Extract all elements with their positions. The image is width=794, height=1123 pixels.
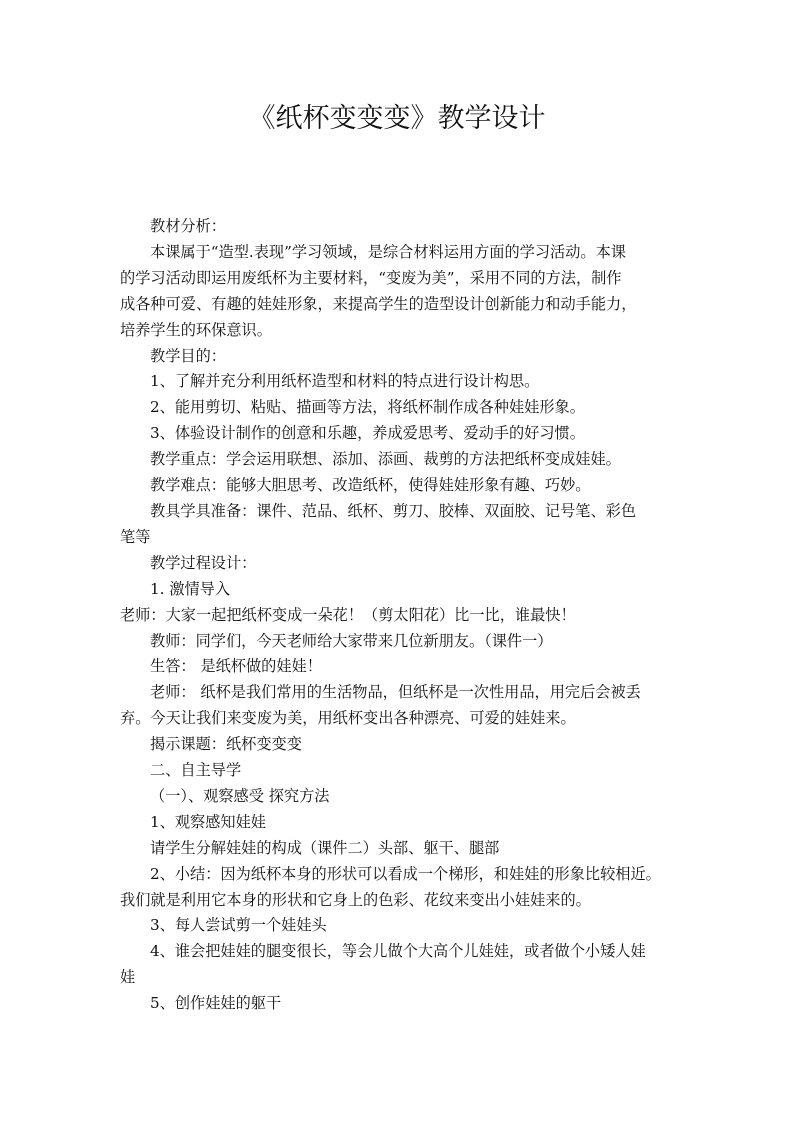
- paragraph-line: 1、观察感知娃娃: [150, 812, 266, 831]
- paragraph-line: （一）、观察感受 探究方法: [150, 786, 330, 805]
- paragraph-line: 我们就是利用它本身的形状和它身上的色彩、花纹来变出小娃娃来的。: [120, 890, 591, 909]
- paragraph-line: 教学重点：学会运用联想、添加、添画、裁剪的方法把纸杯变成娃娃。: [150, 450, 621, 469]
- paragraph-line: 教学目的：: [150, 346, 226, 365]
- paragraph-line: 的学习活动即运用废纸杯为主要材料，“变废为美”，采用不同的方法，制作: [120, 268, 622, 287]
- paragraph-line: 笔等: [120, 527, 151, 546]
- paragraph-line: 生答： 是纸杯做的娃娃！: [150, 657, 322, 676]
- paragraph-line: 5、创作娃娃的躯干: [150, 994, 282, 1013]
- paragraph-line: 教材分析：: [150, 217, 226, 235]
- paragraph-line: 培养学生的环保意识。: [120, 320, 272, 339]
- paragraph-line: 2、能用剪切、粘贴、描画等方法，将纸杯制作成各种娃娃形象。: [150, 398, 585, 417]
- paragraph-line: 成各种可爱、有趣的娃娃形象，来提高学生的造型设计创新能力和动手能力，: [120, 294, 637, 313]
- paragraph-line: 1、了解并充分利用纸杯造型和材料的特点进行设计构思。: [150, 372, 540, 391]
- paragraph-line: 老师： 纸杯是我们常用的生活物品，但纸杯是一次性用品，用完后会被丢: [150, 683, 641, 702]
- paragraph-line: 弃。今天让我们来变废为美，用纸杯变出各种漂亮、可爱的娃娃来。: [120, 709, 576, 728]
- paragraph-line: 教具学具准备：课件、范品、纸杯、剪刀、胶棒、双面胶、记号笔、彩色: [150, 501, 636, 520]
- paragraph-line: 3、每人尝试剪一个娃娃头: [150, 916, 327, 935]
- paragraph-line: 本课属于“造型.表现”学习领域，是综合材料运用方面的学习活动。本课: [150, 242, 626, 261]
- paragraph-line: 1. 激情导入: [150, 579, 231, 598]
- paragraph-line: 2、小结：因为纸杯本身的形状可以看成一个梯形，和娃娃的形象比较相近。: [150, 864, 661, 883]
- document-title: 《纸杯变变变》教学设计: [248, 103, 546, 134]
- document-body: [120, 214, 680, 1017]
- paragraph-line: 娃: [120, 968, 136, 987]
- paragraph-line: 3、体验设计制作的创意和乐趣，养成爱思考、爱动手的好习惯。: [150, 424, 585, 443]
- paragraph-line: 教师：同学们，今天老师给大家带来几位新朋友。（课件一）: [150, 631, 553, 650]
- paragraph-line: 教学过程设计：: [150, 553, 257, 572]
- paragraph-line: 老师：大家一起把纸杯变成一朵花！（剪太阳花）比一比，谁最快！: [120, 605, 576, 624]
- paragraph-line: 二、自主导学: [150, 761, 242, 780]
- paragraph-line: 4、谁会把娃娃的腿变很长，等会儿做个大高个儿娃娃，或者做个小矮人娃: [150, 942, 646, 961]
- paragraph-line: 请学生分解娃娃的构成（课件二）头部、躯干、腿部: [150, 838, 500, 857]
- paragraph-line: 揭示课题：纸杯变变变: [150, 735, 302, 754]
- paragraph-line: 教学难点：能够大胆思考、改造纸杯，使得娃娃形象有趣、巧妙。: [150, 476, 591, 495]
